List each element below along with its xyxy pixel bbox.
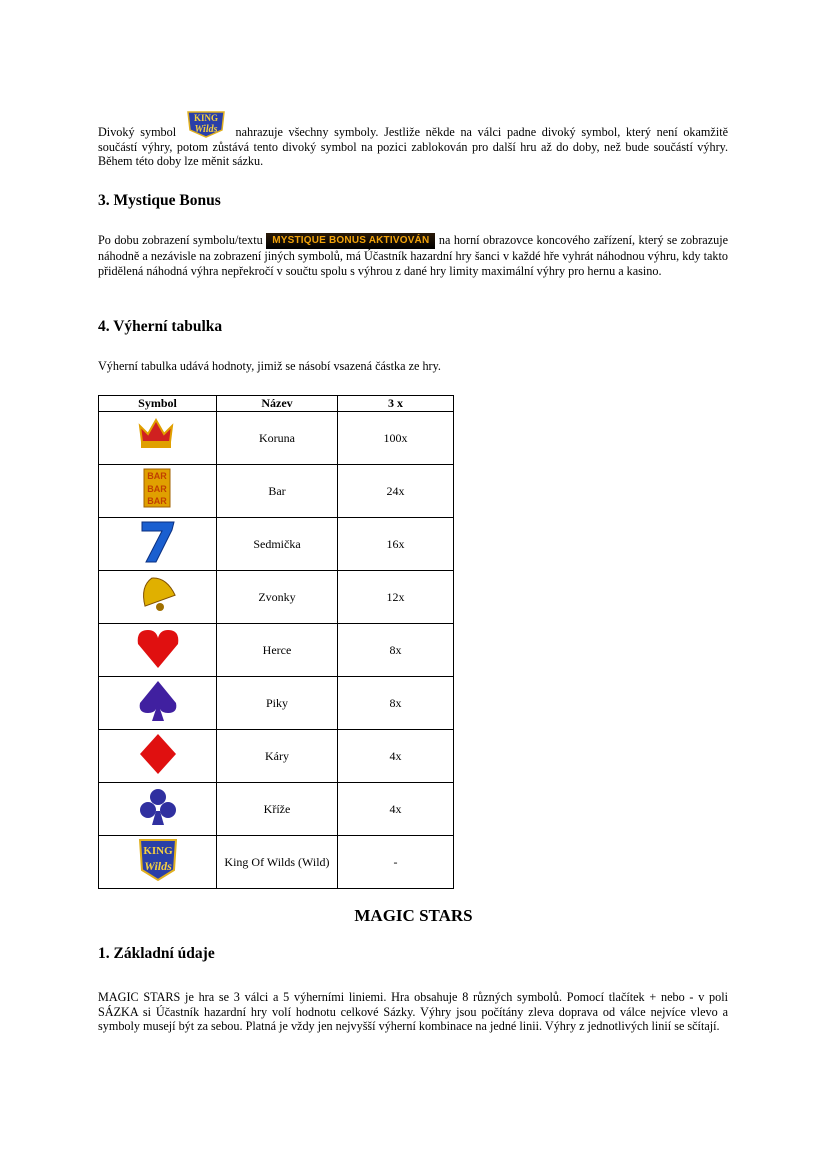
svg-text:BAR: BAR — [146, 484, 167, 495]
symbol-cell — [99, 571, 217, 624]
mystique-bonus-badge: MYSTIQUE BONUS AKTIVOVÁN — [266, 233, 435, 249]
name-cell: Herce — [217, 624, 338, 677]
wild-paragraph — [98, 108, 728, 169]
symbol-cell — [99, 518, 217, 571]
club-icon — [134, 783, 182, 831]
paragraph: Výherní tabulka udává hodnoty, jimiž se násobí vsazená částka ze hry. — [98, 359, 441, 373]
text: Divoký symbol — [98, 125, 177, 139]
value-cell: - — [338, 836, 454, 889]
crown-icon — [134, 412, 182, 460]
table-row — [99, 677, 454, 730]
value-cell: 4x — [338, 783, 454, 836]
table-row — [99, 836, 454, 889]
name-cell: Koruna — [217, 412, 338, 465]
table-row — [99, 465, 454, 518]
name-cell: Sedmička — [217, 518, 338, 571]
table-row — [99, 783, 454, 836]
table-row — [99, 412, 454, 465]
name-cell: Bar — [217, 465, 338, 518]
seven-icon — [134, 518, 182, 566]
symbol-cell — [99, 412, 217, 465]
symbol-cell — [99, 677, 217, 730]
svg-text:BAR: BAR — [146, 471, 167, 482]
symbol-cell — [99, 783, 217, 836]
svg-text:KING: KING — [193, 113, 218, 123]
paragraph: MAGIC STARS je hra se 3 válci a 5 výherními liniemi. Hra obsahuje 8 různých symbolů. Pomocí tlačítek + nebo - v poli SÁZKA si Účastník hazardní hry volí hodnotu celkové Sázky. Výhry jsou počítány zleva doprava od válce nejvíce vlevo a symboly musejí být za sebou. Platná je vždy jen nejvyšší výherní kombinace na jedné linii. Výhry z jednotlivých linií se sčítají. — [98, 990, 728, 1033]
value-cell: 12x — [338, 571, 454, 624]
spade-icon — [134, 677, 182, 725]
header-cell: Název — [217, 396, 338, 412]
value-cell: 8x — [338, 624, 454, 677]
value-cell: 100x — [338, 412, 454, 465]
table-header — [99, 396, 454, 412]
header-cell: 3 x — [338, 396, 454, 412]
symbol-cell — [99, 465, 217, 518]
value-cell: 4x — [338, 730, 454, 783]
table-row — [99, 624, 454, 677]
svg-text:KING: KING — [142, 845, 173, 858]
table-row — [99, 518, 454, 571]
section-heading: 3. Mystique Bonus — [98, 192, 221, 209]
bell-icon — [134, 571, 182, 619]
name-cell: King Of Wilds (Wild) — [217, 836, 338, 889]
header-cell: Symbol — [99, 396, 217, 412]
table-row — [99, 571, 454, 624]
text: na horní obrazovce koncového zařízení, který se zobrazuje náhodně a nezávisle na zobrazení jiných symbolů, má Účastník hazardní hry šanci v každé hře vyhrát náhodnou výhru, kdy takto přidělená náhodná výhra nepřekročí v součtu spolu s výhrou z dané hry limity maximální výhry pro hernu a kasino. — [98, 233, 729, 278]
bar-icon — [134, 465, 182, 513]
section-heading: 4. Výherní tabulka — [98, 318, 223, 335]
section-heading: 1. Základní údaje — [98, 945, 215, 962]
value-cell: 8x — [338, 677, 454, 730]
value-cell: 16x — [338, 518, 454, 571]
name-cell: Káry — [217, 730, 338, 783]
symbol-cell — [99, 730, 217, 783]
diamond-icon — [134, 730, 182, 778]
svg-text:Wilds: Wilds — [143, 859, 172, 874]
value-cell: 24x — [338, 465, 454, 518]
symbol-cell — [99, 624, 217, 677]
name-cell: Zvonky — [217, 571, 338, 624]
text: nahrazuje všechny symboly. Jestliže někde na válci padne divoký symbol, který není okamžitě součástí výhry, potom zůstává tento divoký symbol na pozici zablokován pro další hru až do doby, než bude součástí výhry. Během této doby lze měnit sázku. — [98, 125, 728, 168]
svg-text:BAR: BAR — [146, 496, 167, 507]
text: Po dobu zobrazení symbolu/textu — [98, 233, 263, 247]
king-of-wilds-icon — [134, 836, 182, 884]
game-title: MAGIC STARS — [354, 906, 473, 925]
paytable — [98, 395, 454, 889]
heart-icon — [134, 624, 182, 672]
king-of-wilds-icon — [184, 108, 228, 138]
table-row — [99, 730, 454, 783]
name-cell: Kříže — [217, 783, 338, 836]
mystique-paragraph — [98, 233, 728, 278]
name-cell: Piky — [217, 677, 338, 730]
svg-text:Wilds: Wilds — [194, 124, 218, 135]
symbol-cell — [99, 836, 217, 889]
